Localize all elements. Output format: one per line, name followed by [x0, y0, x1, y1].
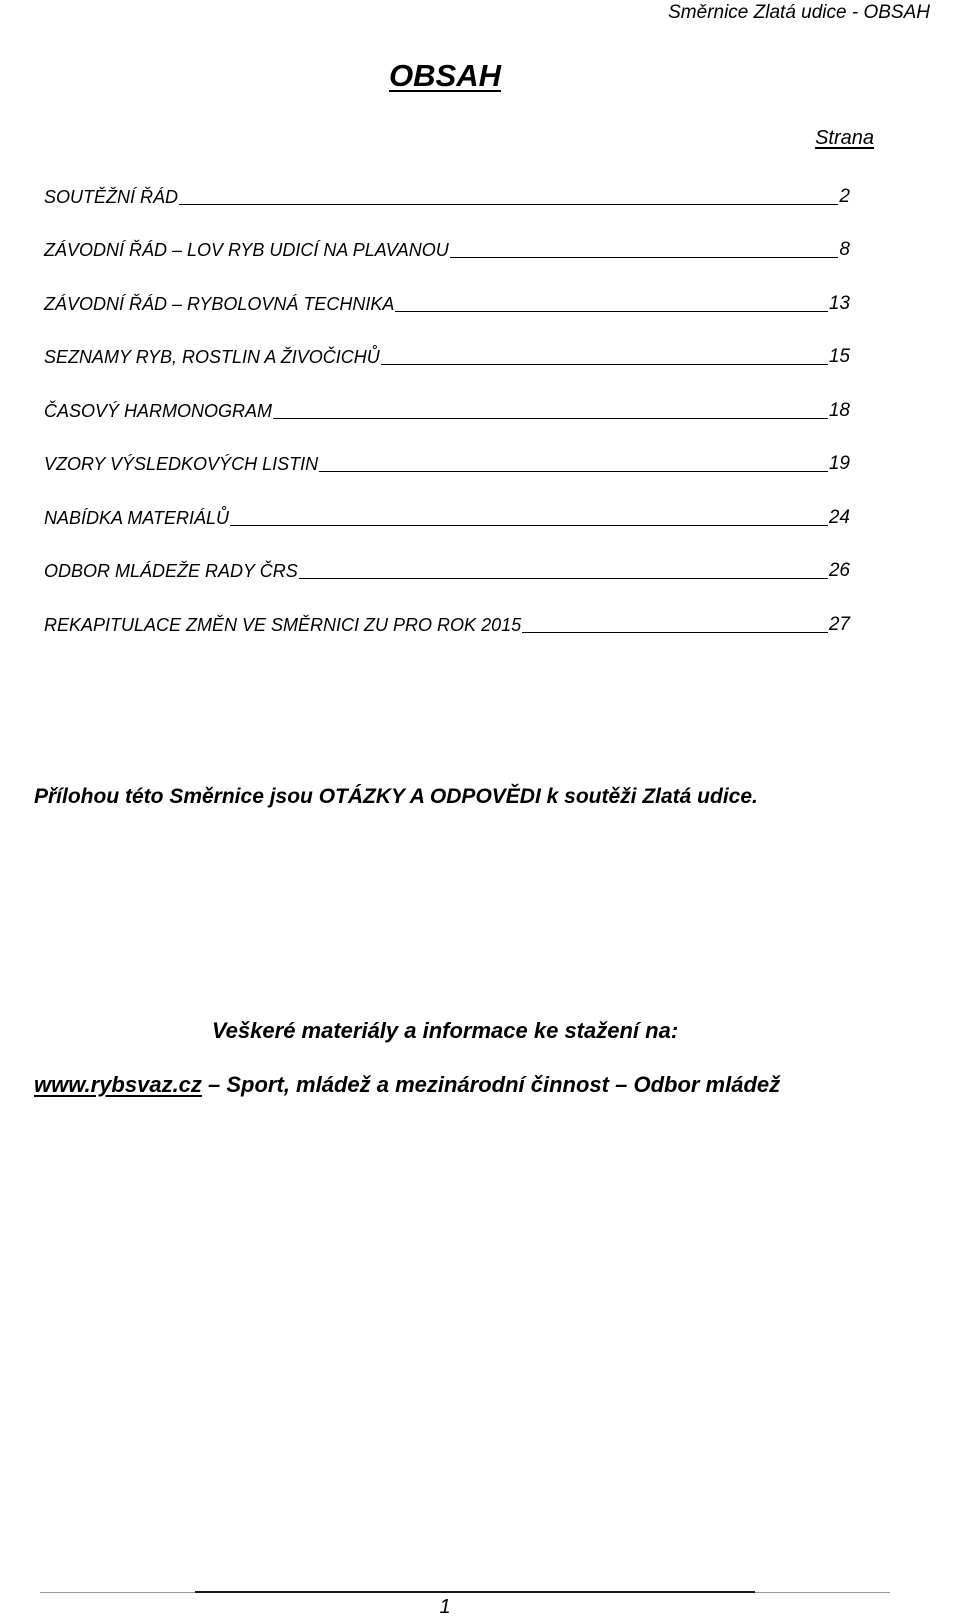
toc-entry-page: 19: [828, 453, 850, 474]
toc-entry-page: 27: [828, 613, 850, 635]
toc-entry-page: 2: [839, 185, 850, 207]
page-number: 1: [439, 1596, 451, 1618]
toc-entry-page: 15: [828, 346, 850, 367]
toc-entry-page: 13: [828, 292, 850, 314]
toc-leader-line: [450, 257, 839, 258]
toc-leader-line: [179, 204, 838, 205]
toc-leader-line: [395, 311, 827, 312]
toc-entry[interactable]: [44, 178, 850, 232]
footer-rule-accent: [195, 1591, 755, 1593]
toc-entry-page: 8: [839, 239, 850, 260]
website-link[interactable]: www.rybsvaz.cz: [34, 1072, 202, 1097]
toc-entry-title: SOUTĚŽNÍ ŘÁD: [44, 186, 179, 207]
toc-entry[interactable]: [44, 392, 850, 446]
toc-entry[interactable]: [44, 446, 850, 500]
toc-leader-line: [273, 418, 828, 419]
toc-entry-title: ZÁVODNÍ ŘÁD – LOV RYB UDICÍ NA PLAVANOU: [44, 240, 449, 260]
toc-entry-title: ČASOVÝ HARMONOGRAM: [44, 400, 273, 421]
page-title: OBSAH: [389, 58, 501, 93]
downloads-section-path: – Sport, mládež a mezinárodní činnost – Odbor mládež: [201, 1072, 781, 1097]
downloads-heading: Veškeré materiály a informace ke stažení na:: [211, 1018, 679, 1043]
toc-entry[interactable]: [44, 339, 850, 393]
table-of-contents: [44, 178, 850, 660]
toc-entry[interactable]: [44, 606, 850, 660]
downloads-line: [34, 1070, 780, 1100]
toc-leader-line: [522, 632, 828, 633]
toc-entry-title: SEZNAMY RYB, ROSTLIN A ŽIVOČICHŮ: [44, 347, 380, 367]
toc-leader-line: [381, 364, 828, 365]
toc-leader-line: [299, 578, 828, 579]
toc-leader-line: [319, 471, 828, 472]
toc-entry[interactable]: [44, 285, 850, 339]
appendix-note: Přílohou této Směrnice jsou OTÁZKY A ODPOVĚDI k soutěži Zlatá udice.: [34, 785, 758, 808]
toc-entry-title: ZÁVODNÍ ŘÁD – RYBOLOVNÁ TECHNIKA: [44, 293, 395, 314]
running-header: Směrnice Zlatá udice - OBSAH: [668, 2, 930, 23]
toc-entry[interactable]: [44, 499, 850, 553]
page-column-label: Strana: [815, 127, 874, 149]
toc-entry-title: NABÍDKA MATERIÁLŮ: [44, 507, 230, 528]
toc-leader-line: [230, 525, 828, 526]
toc-entry[interactable]: [44, 232, 850, 286]
toc-entry-page: 18: [828, 399, 850, 421]
toc-entry[interactable]: [44, 553, 850, 607]
toc-entry-page: 24: [828, 506, 850, 528]
toc-entry-title: ODBOR MLÁDEŽE RADY ČRS: [44, 561, 298, 581]
toc-entry-title: REKAPITULACE ZMĚN VE SMĚRNICI ZU PRO ROK 2015: [44, 614, 522, 635]
toc-entry-page: 26: [828, 560, 850, 581]
toc-entry-title: VZORY VÝSLEDKOVÝCH LISTIN: [44, 454, 319, 474]
